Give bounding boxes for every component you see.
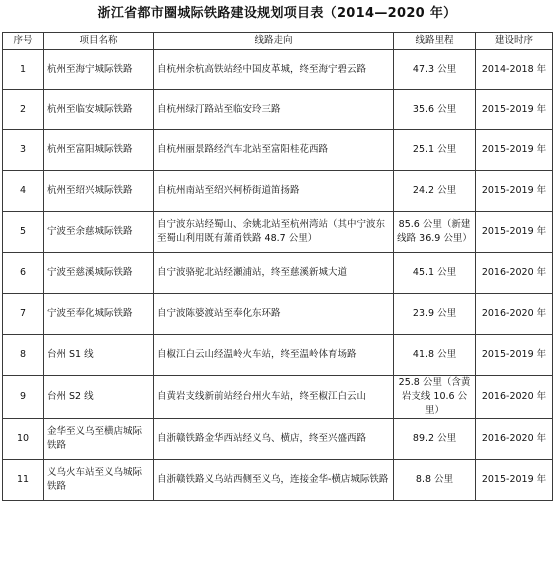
table-row xyxy=(3,50,553,90)
cell-length: 47.3 公里 xyxy=(394,50,476,90)
cell-route: 自宁波骆驼北站经瀬浦站，终至慈溪新城大道 xyxy=(154,253,394,294)
cell-time: 2015-2019 年 xyxy=(476,90,553,130)
header-name: 项目名称 xyxy=(44,33,154,50)
table-row xyxy=(3,212,553,253)
table-header-row xyxy=(3,33,553,50)
cell-no: 3 xyxy=(3,130,44,171)
cell-no: 11 xyxy=(3,460,44,501)
table-row xyxy=(3,171,553,212)
cell-route: 自宁波陈婆渡站至奉化东环路 xyxy=(154,294,394,335)
header-time: 建设时序 xyxy=(476,33,553,50)
cell-length: 41.8 公里 xyxy=(394,335,476,376)
table-row xyxy=(3,460,553,501)
header-no: 序号 xyxy=(3,33,44,50)
cell-name: 宁波至慈溪城际铁路 xyxy=(44,253,154,294)
table-row xyxy=(3,130,553,171)
cell-time: 2015-2019 年 xyxy=(476,335,553,376)
header-route: 线路走向 xyxy=(154,33,394,50)
cell-no: 7 xyxy=(3,294,44,335)
table-row xyxy=(3,419,553,460)
cell-time: 2015-2019 年 xyxy=(476,212,553,253)
cell-name: 杭州至海宁城际铁路 xyxy=(44,50,154,90)
cell-time: 2014-2018 年 xyxy=(476,50,553,90)
project-table xyxy=(2,32,553,501)
table-row xyxy=(3,376,553,419)
cell-route: 自浙赣铁路义乌站西侧至义乌，连接金华-横店城际铁路 xyxy=(154,460,394,501)
page-title: 浙江省都市圈城际铁路建设规划项目表（2014—2020 年） xyxy=(97,6,457,21)
cell-length: 85.6 公里（新建线路 36.9 公里） xyxy=(394,212,476,253)
cell-time: 2015-2019 年 xyxy=(476,460,553,501)
cell-time: 2016-2020 年 xyxy=(476,294,553,335)
cell-name: 台州 S1 线 xyxy=(44,335,154,376)
cell-length: 35.6 公里 xyxy=(394,90,476,130)
cell-no: 1 xyxy=(3,50,44,90)
cell-no: 2 xyxy=(3,90,44,130)
cell-name: 杭州至临安城际铁路 xyxy=(44,90,154,130)
cell-time: 2016-2020 年 xyxy=(476,253,553,294)
table-row xyxy=(3,294,553,335)
cell-name: 宁波至余慈城际铁路 xyxy=(44,212,154,253)
cell-route: 自浙赣铁路金华西站经义乌、横店，终至兴盛西路 xyxy=(154,419,394,460)
table-row xyxy=(3,335,553,376)
cell-time: 2016-2020 年 xyxy=(476,419,553,460)
cell-name: 金华至义乌至横店城际铁路 xyxy=(44,419,154,460)
cell-length: 25.1 公里 xyxy=(394,130,476,171)
cell-route: 自宁波东站经蜀山、余姚北站至杭州湾站（其中宁波东至蜀山利用既有萧甬铁路 48.7 公里） xyxy=(154,212,394,253)
cell-route: 自杭州余杭高铁站经中国皮革城，终至海宁碧云路 xyxy=(154,50,394,90)
cell-no: 4 xyxy=(3,171,44,212)
cell-length: 23.9 公里 xyxy=(394,294,476,335)
cell-name: 杭州至绍兴城际铁路 xyxy=(44,171,154,212)
cell-time: 2015-2019 年 xyxy=(476,130,553,171)
cell-time: 2015-2019 年 xyxy=(476,171,553,212)
cell-name: 宁波至奉化城际铁路 xyxy=(44,294,154,335)
cell-length: 25.8 公里（含黄岩支线 10.6 公里） xyxy=(394,376,476,419)
table-row xyxy=(3,253,553,294)
cell-length: 45.1 公里 xyxy=(394,253,476,294)
cell-route: 自黄岩支线新前站经台州火车站，终至椒江白云山 xyxy=(154,376,394,419)
cell-name: 义乌火车站至义乌城际铁路 xyxy=(44,460,154,501)
header-length: 线路里程 xyxy=(394,33,476,50)
cell-route: 自杭州绿汀路站至临安玲三路 xyxy=(154,90,394,130)
cell-no: 5 xyxy=(3,212,44,253)
cell-route: 自椒江白云山经温岭火车站，终至温岭体育场路 xyxy=(154,335,394,376)
cell-length: 24.2 公里 xyxy=(394,171,476,212)
cell-no: 8 xyxy=(3,335,44,376)
cell-no: 6 xyxy=(3,253,44,294)
cell-time: 2016-2020 年 xyxy=(476,376,553,419)
cell-route: 自杭州丽景路经汽车北站至富阳桂花西路 xyxy=(154,130,394,171)
cell-name: 台州 S2 线 xyxy=(44,376,154,419)
cell-no: 9 xyxy=(3,376,44,419)
cell-name: 杭州至富阳城际铁路 xyxy=(44,130,154,171)
cell-no: 10 xyxy=(3,419,44,460)
cell-route: 自杭州南站至绍兴柯桥街道笛扬路 xyxy=(154,171,394,212)
cell-length: 89.2 公里 xyxy=(394,419,476,460)
cell-length: 8.8 公里 xyxy=(394,460,476,501)
table-row xyxy=(3,90,553,130)
